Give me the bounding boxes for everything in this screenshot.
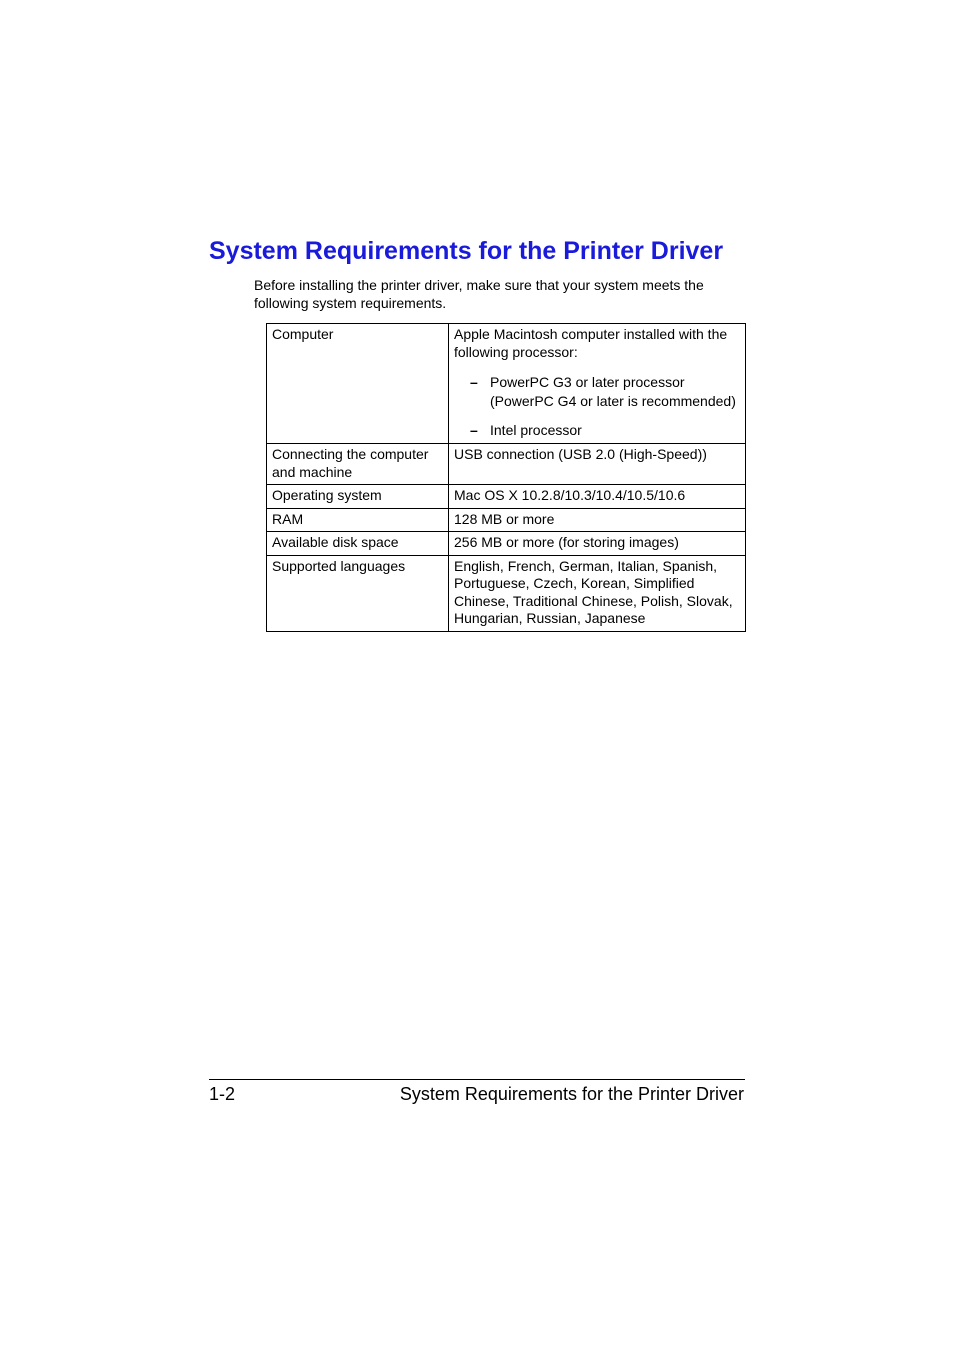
label-cell: Supported languages (267, 555, 449, 631)
processor-option: PowerPC G3 or later processor (PowerPC G4 or later is recommended) (490, 374, 736, 409)
footer-page-number: 1-2 (209, 1084, 236, 1104)
dash-bullet-icon: – (470, 374, 478, 390)
computer-label: Computer (272, 326, 334, 342)
table-row (267, 485, 746, 509)
table-row (267, 555, 746, 631)
processor-option: Intel processor (490, 422, 582, 438)
label-cell (267, 324, 449, 444)
table-row (267, 444, 746, 485)
list-item (470, 421, 739, 440)
footer-divider (209, 1079, 745, 1080)
label-cell: Available disk space (267, 532, 449, 556)
computer-value: Apple Macintosh computer installed with the following processor: (454, 326, 728, 360)
intro-paragraph: Before installing the printer driver, make sure that your system meets the following system requirements. (254, 277, 704, 311)
label-cell: Connecting the computer and machine (267, 444, 449, 485)
value-cell: Mac OS X 10.2.8/10.3/10.4/10.5/10.6 (449, 485, 746, 509)
label-cell: RAM (267, 508, 449, 532)
page-title: System Requirements for the Printer Driver (209, 237, 724, 265)
value-cell (449, 324, 746, 444)
requirements-table (266, 323, 746, 632)
value-cell: USB connection (USB 2.0 (High-Speed)) (449, 444, 746, 485)
list-item (470, 373, 739, 411)
table-row (267, 532, 746, 556)
value-cell: 128 MB or more (449, 508, 746, 532)
footer-section-title: System Requirements for the Printer Driver (399, 1084, 744, 1104)
table-row (267, 324, 746, 444)
dash-bullet-icon: – (470, 422, 478, 438)
value-cell: 256 MB or more (for storing images) (449, 532, 746, 556)
table-row (267, 508, 746, 532)
processor-list (454, 373, 739, 440)
value-cell: English, French, German, Italian, Spanish, Portuguese, Czech, Korean, Simplified Chinese, Traditional Chinese, Polish, Slovak, Hungarian, Russian, Japanese (449, 555, 746, 631)
label-cell: Operating system (267, 485, 449, 509)
